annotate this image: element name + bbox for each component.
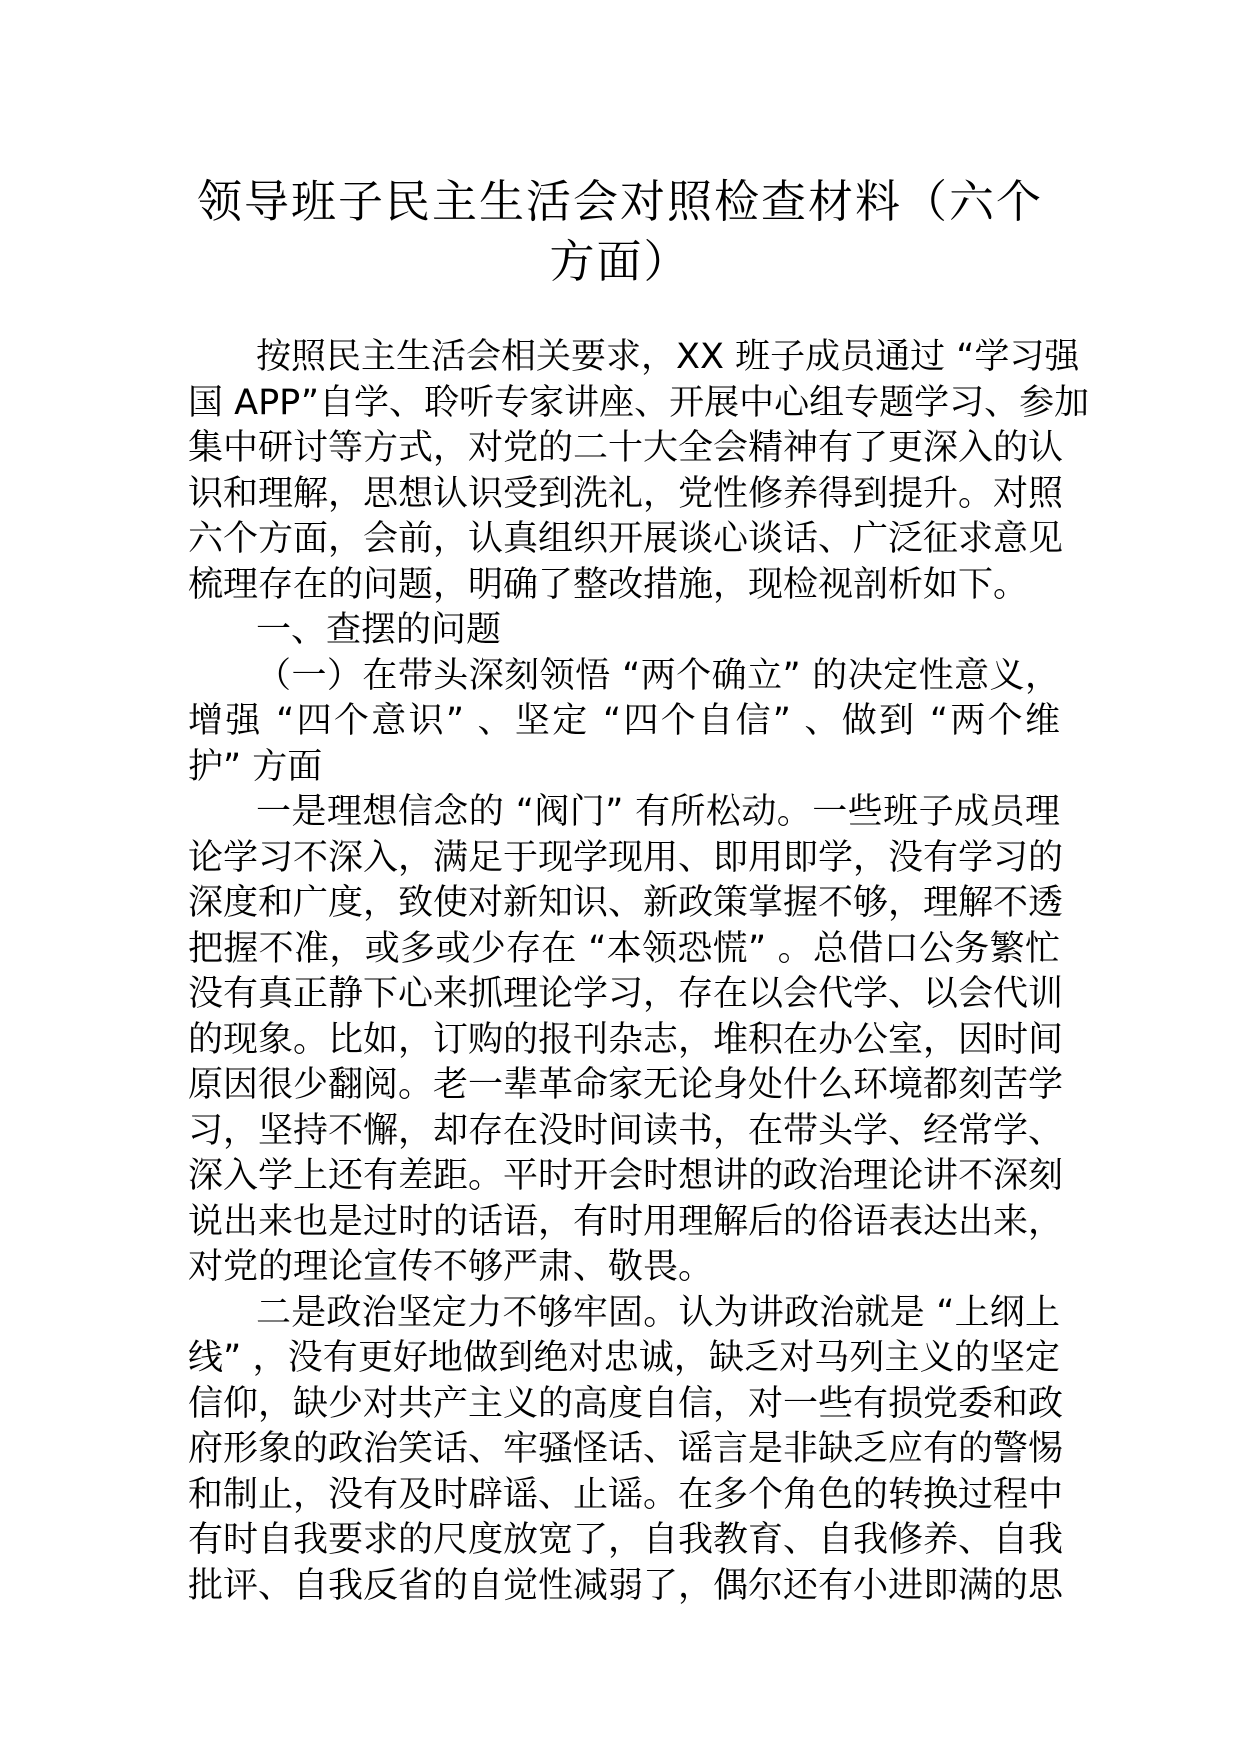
body-line: 梳理存在的问题，明确了整改措施，现检视剖析如下。: [188, 564, 1029, 605]
body-line: 说出来也是过时的话语，有时用理解后的俗语表达出来，: [188, 1201, 1064, 1242]
body-line: 按照民主生活会相关要求，XX 班子成员通过 “学习强: [256, 337, 1080, 377]
body-line: 有时自我要求的尺度放宽了，自我教育、自我修养、自我: [188, 1520, 1064, 1560]
body-line: 论学习不深入，满足于现学现用、即用即学，没有学习的: [188, 837, 1064, 878]
body-line: 批评、自我反省的自觉性减弱了，偶尔还有小进即满的思: [188, 1565, 1064, 1606]
body-line: 没有真正静下心来抓理论学习，存在以会代学、以会代训: [188, 974, 1064, 1014]
body-line: 深度和广度，致使对新知识、新政策掌握不够，理解不透: [188, 883, 1064, 923]
body-line: 六个方面，会前，认真组织开展谈心谈话、广泛征求意见: [188, 519, 1064, 559]
document-title-line-2: 方面）: [549, 235, 691, 288]
body-line: 深入学上还有差距。平时开会时想讲的政治理论讲不深刻: [188, 1156, 1064, 1196]
body-line: 线” ，没有更好地做到绝对忠诚，缺乏对马列主义的坚定: [188, 1338, 1060, 1378]
document-body: [188, 335, 1090, 1609]
body-line: （一）在带头深刻领悟 “两个确立” 的决定性意义，: [256, 655, 1060, 696]
body-line: 护” 方面: [188, 746, 323, 787]
body-line: 一是理想信念的 “阀门” 有所松动。一些班子成员理: [256, 792, 1060, 832]
body-line: 原因很少翻阅。老一辈革命家无论身处什么环境都刻苦学: [188, 1065, 1064, 1105]
body-line: 和制止，没有及时辟谣、止谣。在多个角色的转换过程中: [188, 1474, 1064, 1515]
body-line: 习，坚持不懈，却存在没时间读书，在带头学、经常学、: [188, 1110, 1064, 1151]
document-title-line-1: 领导班子民主生活会对照检查材料（六个: [196, 175, 1043, 228]
body-line: 集中研讨等方式，对党的二十大全会精神有了更深入的认: [188, 428, 1064, 468]
body-line: 二是政治坚定力不够牢固。认为讲政治就是 “上纲上: [256, 1292, 1060, 1333]
body-line: 国 APP”自学、聆听专家讲座、开展中心组专题学习、参加: [188, 382, 1090, 423]
body-line: 府形象的政治笑话、牢骚怪话、谣言是非缺乏应有的警惕: [188, 1429, 1064, 1469]
body-line: 增强 “四个意识” 、坚定 “四个自信” 、做到 “两个维: [188, 701, 1060, 741]
body-line: 识和理解，思想认识受到洗礼，党性修养得到提升。对照: [188, 473, 1064, 514]
body-line: 的现象。比如，订购的报刊杂志，堆积在办公室，因时间: [188, 1019, 1064, 1060]
body-line: 把握不准，或多或少存在 “本领恐慌” 。总借口公务繁忙: [188, 928, 1060, 969]
body-line: 对党的理论宣传不够严肃、敬畏。: [188, 1247, 714, 1287]
body-line: 信仰，缺少对共产主义的高度自信，对一些有损党委和政: [188, 1383, 1064, 1424]
body-line: 一、查摆的问题: [256, 610, 502, 650]
